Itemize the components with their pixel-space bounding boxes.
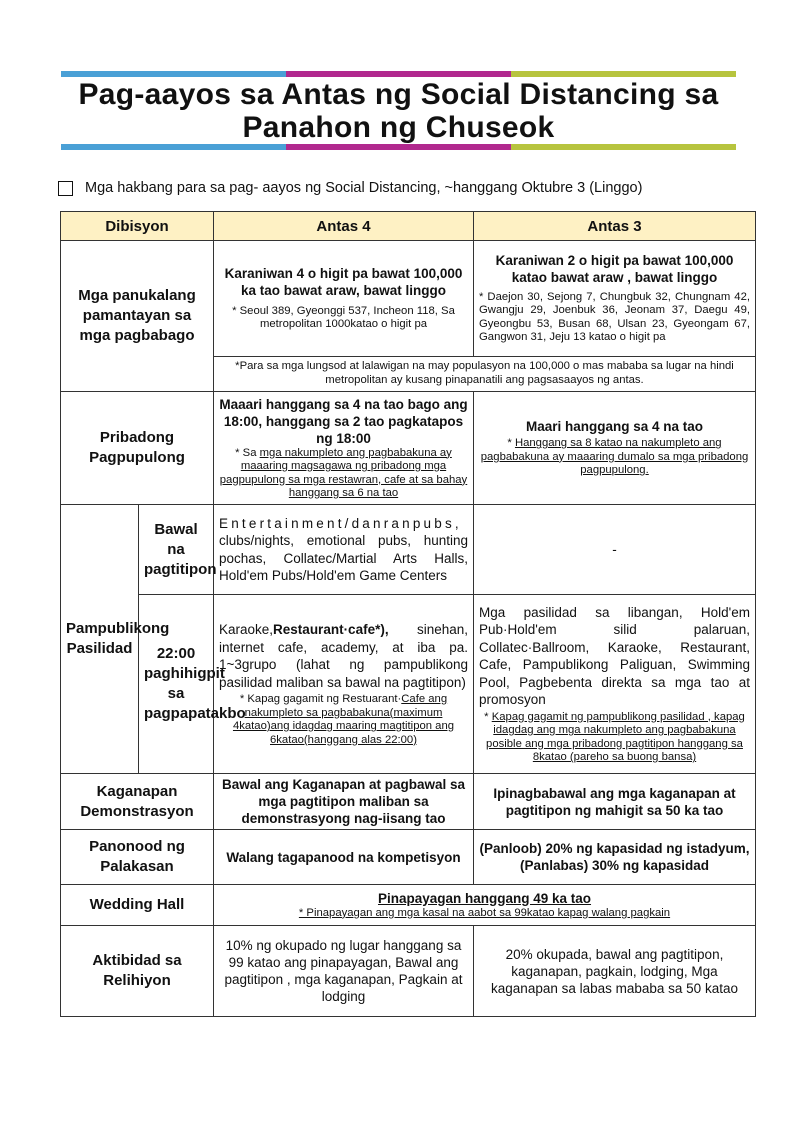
sports-level3-cell (474, 830, 756, 885)
public-banned-level3: - (474, 505, 756, 595)
sports-level4: Walang tagapanood na kompetisyon (214, 830, 474, 885)
table-header-row (61, 212, 756, 241)
public-closing-level3-note: Kapag gagamit ng pampublikong pasilidad , kapag idagdag ang mga nakumpleto ang pagbabakuna posible ang mga pribadong pagtitipon hanggang sa 8katao (pareho sa buong bansa) (486, 710, 745, 763)
private-level4-note: mga nakumpleto ang pagbabakuna ay maaaring magsagawa ng pribadong mga pagpupulong sa mga restawran, cafe at sa bahay hanggang sa 6 na tao (219, 446, 468, 499)
table-row-events (61, 774, 756, 830)
table-row-sports (61, 830, 756, 885)
private-level4-main: Maaari hanggang sa 4 na tao bago ang 18:00, hanggang sa 2 tao pagkatapos ng 18:00 (219, 396, 468, 446)
public-closing-level4-bold: Restaurant·cafe*), (273, 622, 389, 637)
page-title-line-1: Pag-aayos sa Antas ng Social Distancing sa (78, 78, 719, 111)
religion-level3: 20% okupada, bawal ang pagtitipon, kaganapan, pagkain, lodging, Mga kaganapan sa labas mababa sa 50 katao (474, 926, 756, 1017)
public-facility-label: Pampublikong Pasilidad (61, 505, 139, 774)
public-closing-level3-note-prefix: * (484, 710, 492, 723)
wedding-main: Pinapayagan hanggang 49 ka tao (377, 890, 592, 906)
public-closing-level4-post: sinehan, internet cafe, academy, at iba pa. 1~3grupo (lahat ng pampublikong pasilidad maliban sa bawal na pagtitipon) (219, 622, 468, 690)
public-banned-level4-first: Entertainment/danranpubs, (219, 515, 462, 531)
criteria-level3-note: * Daejon 30, Sejong 7, Chungbuk 32, Chungnam 42, Gwangju 29, Joenbuk 36, Jeonam 37, Daegu 49, Gyeongbu 53, Busan 68, Ulsan 23, Gyeongam 67, Gangwon 31, Jeju 13 katao o higit pa (479, 290, 750, 344)
public-banned-label: Bawal na pagtitipon (139, 505, 214, 595)
section-heading (58, 180, 758, 196)
header-division: Dibisyon (61, 212, 214, 241)
public-banned-level4-rest: clubs/nights, emotional pubs, hunting pochas, Collatec/Martial Arts Halls, Hold'em Pubs/Hold'em Game Centers (219, 533, 468, 583)
wedding-cell (214, 885, 756, 926)
events-level3: Ipinagbabawal ang mga kaganapan at pagtitipon ng mahigit sa 50 ka tao (474, 774, 756, 830)
page-title-line-2: Panahon ng Chuseok (242, 111, 555, 144)
public-closing-level4 (214, 595, 474, 774)
private-level4-cell (214, 392, 474, 505)
criteria-level4-note: * Seoul 389, Gyeonggi 537, Incheon 118, Sa metropolitan 1000katao o higit pa (232, 304, 455, 331)
sports-level3-line-1: (Panloob) 20% ng kapasidad ng istadyum, (479, 841, 750, 856)
top-color-rule (61, 71, 736, 77)
criteria-label: Mga panukalang pamantayan sa mga pagbabago (61, 241, 214, 392)
religion-level4: 10% ng okupado ng lugar hanggang sa 99 katao ang pinapayagan, Bawal ang pagtitipon , mga kaganapan, Pagkain at lodging (214, 926, 474, 1017)
table-row-public-banned (61, 505, 756, 595)
criteria-shared-note: *Para sa mga lungsod at lalawigan na may populasyon na 100,000 o mas mababa sa lugar na hindi metropolitan ay kusang pinapanatili ang pagsasaayos ng antas. (214, 356, 756, 391)
page-title (61, 78, 736, 144)
sports-label: Panonood ng Palakasan (61, 830, 214, 885)
private-level3-main: Maari hanggang sa 4 na tao (525, 419, 704, 435)
private-level3-note-prefix: * (507, 437, 515, 450)
wedding-note: * Pinapayagan ang mga kasal na aabot sa 99katao kapag walang pagkain (298, 906, 671, 919)
public-closing-level4-note-prefix: * Kapag gagamit ng Restuarant· (239, 693, 402, 705)
private-level4-note-prefix: * Sa (235, 446, 260, 459)
public-closing-label: 22:00 paghihigpit sa pagpapatakbo (139, 595, 214, 774)
public-banned-level4 (214, 505, 474, 595)
table-row-criteria (61, 241, 756, 357)
table-row-religion (61, 926, 756, 1017)
social-distancing-table (60, 211, 756, 1017)
events-level4: Bawal ang Kaganapan at pagbawal sa mga pagtitipon maliban sa demonstrasyong nag-iisang tao (214, 774, 474, 830)
criteria-level3-cell (474, 241, 756, 357)
header-level-4: Antas 4 (214, 212, 474, 241)
table-row-wedding (61, 885, 756, 926)
criteria-level4-main: Karaniwan 4 o higit pa bawat 100,000 ka tao bawat araw, bawat linggo (224, 265, 463, 298)
religion-label: Aktibidad sa Relihiyon (61, 926, 214, 1017)
private-level3-cell (474, 392, 756, 505)
checkbox-icon (58, 181, 73, 196)
private-level3-note: Hanggang sa 8 katao na nakumpleto ang pagbabakuna ay maaaring dumalo sa mga pribadong pagpupulong. (480, 437, 749, 477)
section-heading-text: Mga hakbang para sa pag- aayos ng Social Distancing, ~hanggang Oktubre 3 (Linggo) (85, 180, 643, 196)
header-level-3: Antas 3 (474, 212, 756, 241)
private-label: Pribadong Pagpupulong (61, 392, 214, 505)
public-closing-level3-main: Mga pasilidad sa libangan, Hold'em Pub·Hold'em silid palaruan, Collatec·Ballroom, Karaoke, Restaurant, Cafe, Pampublikong Paliguan, Swimming Pool, Pagbebenta direkta sa mga tao at promosyon (479, 604, 750, 707)
wedding-label: Wedding Hall (61, 885, 214, 926)
criteria-level3-main: Karaniwan 2 o higit pa bawat 100,000 katao bawat araw , bawat linggo (495, 252, 734, 285)
criteria-level4-cell (214, 241, 474, 357)
table-row-private (61, 392, 756, 505)
public-closing-level3 (474, 595, 756, 774)
sports-level3-line-2: (Panlabas) 30% ng kapasidad (519, 858, 710, 873)
public-closing-level4-pre: Karaoke, (219, 622, 274, 637)
events-label: Kaganapan Demonstrasyon (61, 774, 214, 830)
public-closing-level4-note: Cafe ang nakumpleto sa pagbabakuna(maximum 4katao)ang idagdag maaring magtitipon ang 6katao(hanggang alas 22:00) (232, 693, 455, 746)
bottom-color-rule (61, 144, 736, 150)
